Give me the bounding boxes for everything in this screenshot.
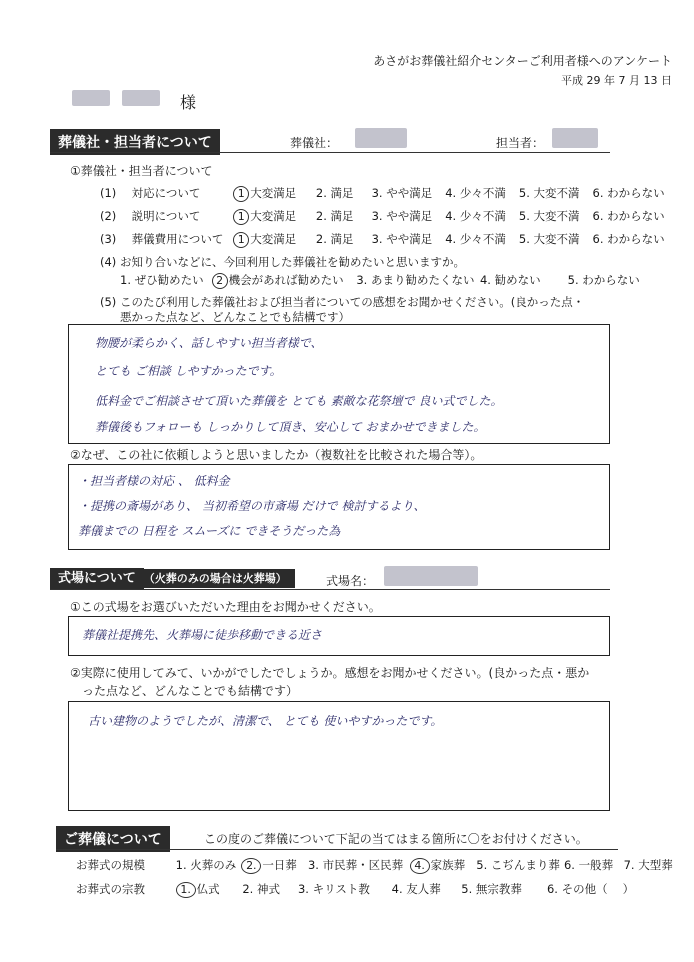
customer-name-redacted bbox=[72, 90, 160, 109]
handwritten-answer-line: 物腰が柔らかく、話しやすい担当者様で、 bbox=[95, 336, 323, 350]
survey-date: 平成 29 年 7 月 13 日 bbox=[561, 74, 672, 87]
option: 3. キリスト教 bbox=[297, 882, 370, 896]
question-1: ①葬儀社・担当者について bbox=[70, 164, 213, 178]
handwritten-answer-line: とても ご相談 しやすかったです。 bbox=[95, 364, 282, 378]
venue-question-1: ①この式場をお選びいただいた理由をお聞かせください。 bbox=[70, 600, 381, 614]
option: 5. 無宗教葬 bbox=[461, 882, 522, 896]
venue-question-2-cont: った点など、どんなことでも結構です） bbox=[82, 684, 299, 698]
option: 6. わからない bbox=[592, 209, 665, 223]
section-heading-text: 式場について bbox=[50, 568, 144, 589]
option: 3. やや満足 bbox=[371, 232, 433, 246]
handwritten-answer-line: 低料金でご相談させて頂いた葬儀を とても 素敵な花祭壇で 良い式でした。 bbox=[95, 394, 503, 408]
option: 5. 大変不満 bbox=[518, 209, 580, 223]
funeral-instruction: この度のご葬儀について下記の当てはまる箇所に〇をお付けください。 bbox=[204, 832, 588, 846]
venue-label: 式場名： bbox=[326, 574, 375, 588]
circled-choice: 1. bbox=[176, 882, 196, 898]
option: 4. 少々不満 bbox=[445, 186, 506, 200]
venue-question-2: ②実際に使用してみて、いかがでしたでしょうか。感想をお聞かせください。(良かった点・悪か bbox=[70, 666, 590, 680]
question-4-options bbox=[120, 272, 640, 289]
circled-choice: 1 bbox=[233, 186, 249, 202]
religion-label: お葬式の宗教 bbox=[76, 882, 145, 896]
divider bbox=[50, 152, 610, 153]
handwritten-answer-line: ・担当者様の対応 、 低料金 bbox=[78, 474, 230, 488]
option: 6. わからない bbox=[592, 232, 665, 246]
option: 3. やや満足 bbox=[371, 186, 433, 200]
option: 3. あまり勧めたくない bbox=[356, 273, 475, 287]
circled-choice: 1 bbox=[233, 209, 249, 225]
option: ） bbox=[622, 882, 635, 896]
divider bbox=[56, 849, 618, 850]
circled-choice: 2 bbox=[212, 273, 228, 289]
circled-choice: 2. bbox=[241, 858, 261, 874]
option: 6. 一般葬 bbox=[563, 858, 614, 872]
section-heading-funeral: ご葬儀について bbox=[56, 826, 170, 852]
option: 一日葬 bbox=[262, 858, 297, 872]
option: 6. わからない bbox=[592, 186, 665, 200]
section-heading-sub: （火葬のみの場合は火葬場） bbox=[144, 569, 295, 588]
rating-row-1 bbox=[100, 185, 665, 202]
row-num: (1) bbox=[100, 186, 117, 200]
rating-row-2 bbox=[100, 208, 665, 225]
handwritten-answer-line: 古い建物のようでしたが、清潔で、 とても 使いやすかったです。 bbox=[88, 714, 443, 728]
row-label: 葬儀費用について bbox=[131, 232, 224, 246]
question-2: ②なぜ、この社に依頼しようと思いましたか（複数社を比較された場合等）。 bbox=[70, 448, 483, 462]
option: 大変満足 bbox=[250, 232, 297, 246]
staff-label: 担当者： bbox=[496, 136, 545, 150]
option: 仏式 bbox=[196, 882, 220, 896]
honorific: 様 bbox=[180, 93, 197, 112]
option: 6. その他（ bbox=[546, 882, 608, 896]
option: 2. 満足 bbox=[315, 186, 354, 200]
option: 3. 市民葬・区民葬 bbox=[307, 858, 404, 872]
row-num: (2) bbox=[100, 209, 117, 223]
rating-row-3 bbox=[100, 231, 665, 248]
question-5-cont: 悪かった点など、どんなことでも結構です） bbox=[120, 310, 350, 324]
option: 5. こぢんまり葬 bbox=[476, 858, 560, 872]
row-num: (3) bbox=[100, 232, 117, 246]
option: 5. 大変不満 bbox=[518, 186, 580, 200]
option: 7. 大型葬 bbox=[623, 858, 673, 872]
funeral-company-redacted bbox=[355, 128, 407, 151]
section-heading-funeral-company: 葬儀社・担当者について bbox=[50, 129, 220, 155]
option: 2. 神式 bbox=[242, 882, 280, 896]
circled-choice: 4. bbox=[410, 858, 430, 874]
funeral-company-label: 葬儀社： bbox=[290, 136, 339, 150]
funeral-religion-row bbox=[76, 881, 634, 898]
option: 機会があれば勧めたい bbox=[228, 273, 344, 287]
option: 2. 満足 bbox=[315, 209, 354, 223]
option: 1. 火葬のみ bbox=[175, 858, 237, 872]
option: 5. わからない bbox=[567, 273, 640, 287]
handwritten-answer-line: 葬儀までの 日程を スムーズに できそうだった為 bbox=[78, 524, 341, 538]
option: 1. ぜひ勧めたい bbox=[120, 273, 204, 287]
option: 家族葬 bbox=[430, 858, 466, 872]
staff-name-redacted bbox=[552, 128, 598, 151]
divider bbox=[50, 589, 610, 590]
question-4: (4) お知り合いなどに、今回利用した葬儀社を勧めたいと思いますか。 bbox=[100, 255, 465, 269]
option: 4. 少々不満 bbox=[445, 232, 506, 246]
survey-title: あさがお葬儀社紹介センターご利用者様へのアンケート bbox=[373, 54, 672, 68]
option: 2. 満足 bbox=[315, 232, 354, 246]
option: 5. 大変不満 bbox=[518, 232, 580, 246]
question-5: (5) このたび利用した葬儀社および担当者についての感想をお聞かせください。(良かった点・ bbox=[100, 295, 585, 309]
row-label: 説明について bbox=[131, 209, 201, 223]
option: 3. やや満足 bbox=[371, 209, 433, 223]
section-heading-venue bbox=[50, 567, 295, 586]
funeral-scale-row bbox=[76, 857, 673, 874]
option: 4. 勧めない bbox=[479, 273, 541, 287]
venue-name-redacted bbox=[384, 566, 478, 589]
scale-label: お葬式の規模 bbox=[76, 858, 145, 872]
option: 大変満足 bbox=[250, 186, 297, 200]
handwritten-answer-line: 葬儀後もフォローも しっかりして頂き、安心して おまかせできました。 bbox=[95, 420, 486, 434]
option: 4. 少々不満 bbox=[445, 209, 506, 223]
row-label: 対応について bbox=[131, 186, 201, 200]
option: 4. 友人葬 bbox=[391, 882, 441, 896]
handwritten-answer-line: 葬儀社提携先、火葬場に徒歩移動できる近さ bbox=[82, 628, 323, 642]
handwritten-answer-line: ・提携の斎場があり、 当初希望の市斎場 だけで 検討するより、 bbox=[78, 499, 426, 513]
option: 大変満足 bbox=[250, 209, 297, 223]
circled-choice: 1 bbox=[233, 232, 249, 248]
